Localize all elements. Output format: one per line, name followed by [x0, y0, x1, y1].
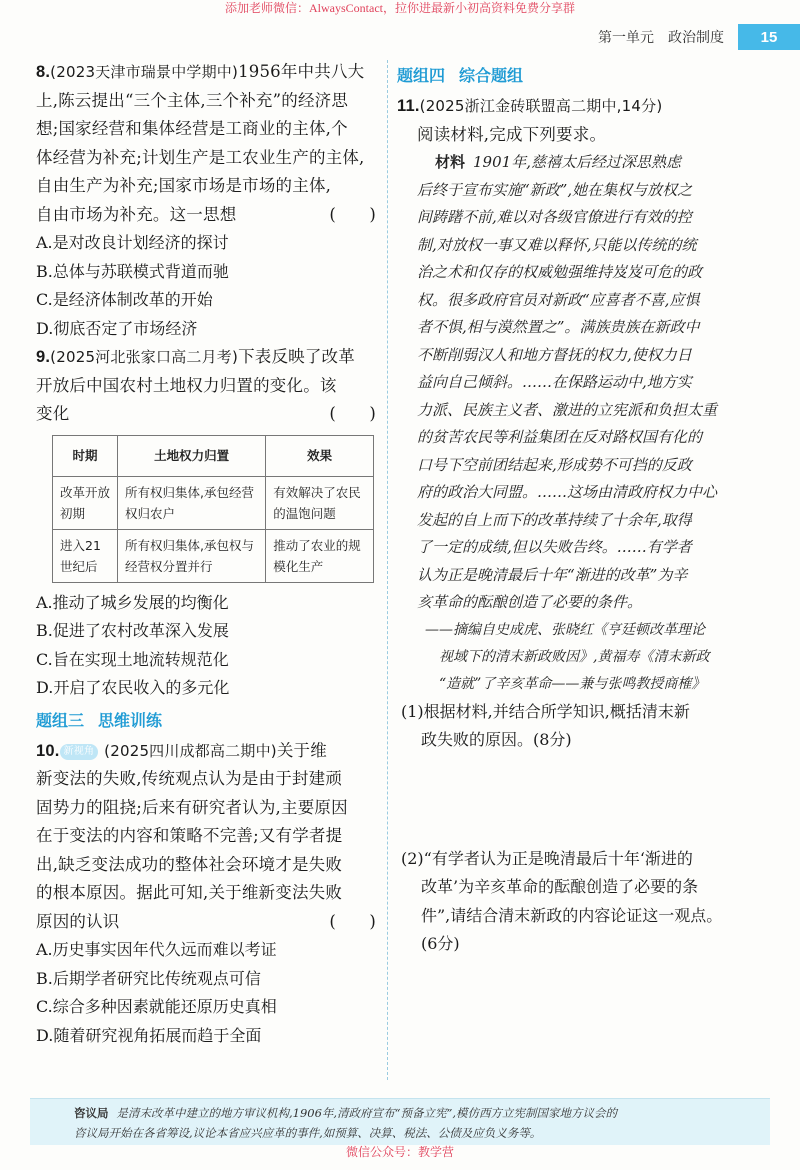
- q8-source: (2023天津市瑞景中学期中): [50, 63, 239, 81]
- question-11: [397, 92, 767, 959]
- watermark-bottom: 微信公众号：教学营: [345, 1145, 454, 1159]
- q8-stem: [36, 58, 382, 229]
- q8-line: 上,陈云提出“三个主体,三个补充”的经济思: [36, 90, 349, 110]
- page-number: 15: [738, 24, 800, 50]
- q11-intro: 阅读材料,完成下列要求。: [417, 124, 607, 144]
- footnote-line: 是清末改革中建立的地方审议机构,1906年,清政府宣布“预备立宪”,模仿西方立宪制国家地方议会的: [116, 1106, 617, 1120]
- part2-line: (2)“有学者认为正是晚清最后十年‘渐进的: [401, 848, 693, 868]
- material-line: 了一定的成绩,但以失败告终。……有学者: [417, 538, 692, 556]
- table-cell: 所有权归集体,承包权与经营权分置并行: [118, 529, 266, 582]
- option-c[interactable]: C.综合多种因素就能还原历史真相: [36, 997, 277, 1016]
- group-name: 思维训练: [98, 710, 163, 730]
- material-line: 不断削弱汉人和地方督抚的权力,使权力日: [417, 345, 692, 364]
- answer-blank[interactable]: ( ): [329, 204, 376, 224]
- material-label: 材料: [435, 153, 466, 171]
- citation-line: ——摘编自史成虎、张晓红《亨廷顿改革理论: [425, 621, 705, 638]
- left-column: [36, 58, 382, 1050]
- citation-line: “造就”了辛亥革命——兼与张鸣教授商榷》: [439, 675, 706, 692]
- q11-material: [397, 149, 767, 617]
- option-b[interactable]: B.促进了农村改革深入发展: [36, 621, 229, 640]
- q9-number: 9.: [36, 348, 51, 366]
- column-divider: [387, 60, 388, 1080]
- material-line: 权。很多政府官员对新政“应喜者不喜,应惧: [417, 290, 700, 309]
- q11-source: (2025浙江金砖联盟高二期中,14分): [419, 97, 663, 115]
- q8-number: 8.: [36, 63, 51, 81]
- table-cell: 所有权归集体,承包经营权归农户: [118, 476, 266, 529]
- q8-line: 体经营为补充;计划生产是工农业生产的主体,: [36, 147, 365, 167]
- group-label: 题组三: [36, 710, 85, 730]
- q10-line: 的根本原因。据此可知,关于维新变法失败: [36, 883, 343, 902]
- option-d[interactable]: D.彻底否定了市场经济: [36, 318, 198, 338]
- table-header: 时期: [53, 435, 118, 476]
- group-name: 综合题组: [459, 66, 524, 85]
- page-header: [598, 24, 800, 50]
- question-9: [36, 343, 382, 703]
- table-row: [53, 476, 374, 529]
- new-perspective-badge: 新视角: [60, 744, 99, 760]
- part1-line: 政失败的原因。(8分): [421, 730, 572, 749]
- q10-number: 10.: [36, 741, 60, 760]
- q8-line: 1956年中共八大: [238, 62, 365, 81]
- material-line: 间踌躇不前,难以对各级官僚进行有效的控: [417, 208, 692, 226]
- q11-part-2: [397, 845, 767, 959]
- table-row: [53, 529, 374, 582]
- option-a[interactable]: A.历史事实因年代久远而难以考证: [36, 940, 277, 959]
- table-header: 效果: [266, 435, 374, 476]
- material-line: 1901年,慈禧太后经过深思熟虑: [473, 153, 681, 171]
- table-cell: 推动了农业的规模化生产: [266, 529, 374, 582]
- option-c[interactable]: C.旨在实现土地流转规范化: [36, 649, 229, 669]
- option-c[interactable]: C.是经济体制改革的开始: [36, 290, 213, 309]
- group-3-title: [36, 707, 382, 735]
- option-b[interactable]: B.总体与苏联模式背道而驰: [36, 261, 229, 281]
- q11-stem: [397, 92, 767, 149]
- material-line: 认为正是晚清最后十年“渐进的改革”为辛: [417, 565, 688, 584]
- q9-line: 变化: [36, 404, 70, 423]
- q8-line: 自由市场为补充。这一思想: [36, 204, 237, 224]
- question-8: [36, 58, 382, 343]
- q10-line: 固势力的阻挠;后来有研究者认为,主要原因: [36, 797, 348, 817]
- material-line: 府的政治大同盟。……这场由清政府权力中心: [417, 483, 718, 501]
- answer-blank[interactable]: ( ): [329, 404, 376, 423]
- right-column: [397, 58, 767, 959]
- q9-line: 下表反映了改革: [238, 347, 355, 366]
- table-cell: 进入21世纪后: [53, 529, 118, 582]
- q8-line: 想;国家经营和集体经营是工商业的主体,个: [36, 119, 348, 138]
- part1-line: (1)根据材料,并结合所学知识,概括清末新: [401, 701, 690, 721]
- part2-line: 件”,请结合清末新政的内容论证这一观点。: [421, 905, 723, 925]
- option-a[interactable]: A.是对改良计划经济的探讨: [36, 233, 229, 252]
- q8-line: 自由生产为补充;国家市场是市场的主体,: [36, 176, 332, 195]
- q9-line: 开放后中国农村土地权力归置的变化。该: [36, 375, 337, 395]
- question-10: [36, 737, 382, 1051]
- q10-line: 关于维: [276, 740, 327, 760]
- option-a[interactable]: A.推动了城乡发展的均衡化: [36, 592, 229, 612]
- table-cell: 改革开放初期: [53, 476, 118, 529]
- q10-line: 在于变法的内容和策略不完善;又有学者提: [36, 826, 343, 845]
- table-header: 土地权力归置: [118, 435, 266, 476]
- material-line: 亥革命的酝酿创造了必要的条件。: [417, 593, 643, 611]
- answer-blank[interactable]: ( ): [329, 911, 376, 931]
- material-line: 者不惧,相与漠然置之”。满族贵族在新政中: [417, 318, 700, 336]
- answer-space-1[interactable]: [397, 755, 767, 845]
- q10-stem: [36, 737, 382, 937]
- option-d[interactable]: D.随着研究视角拓展而趋于全面: [36, 1025, 262, 1045]
- q11-number: 11.: [397, 97, 420, 115]
- citation-line: 视域下的清末新政败因》,黄福寿《清末新政: [439, 648, 710, 665]
- footnote-term: 咨议局: [74, 1106, 109, 1120]
- part2-line: 改革’为辛亥革命的酝酿创造了必要的条: [421, 877, 699, 896]
- material-citation: [397, 617, 767, 698]
- material-line: 益向自己倾斜。……在保路运动中,地方实: [417, 373, 692, 391]
- part2-line: (6分): [421, 934, 460, 953]
- option-d[interactable]: D.开启了农民收入的多元化: [36, 678, 230, 697]
- material-line: 制,对放权一事又难以释怀,只能以传统的统: [417, 235, 697, 254]
- q10-line: 新变法的失败,传统观点认为是由于封建顽: [36, 769, 343, 788]
- footnote-line: 咨议局开始在各省筹设,议论本省应兴应革的事件,如预算、决算、税法、公债及应负义务等。: [74, 1126, 542, 1140]
- table-cell: 有效解决了农民的温饱问题: [266, 476, 374, 529]
- land-rights-table: [52, 435, 374, 583]
- watermark-top: 添加老师微信：AlwaysContact，拉你进最新小初高资料免费分享群: [225, 1, 575, 15]
- material-line: 力派、民族主义者、激进的立宪派和负担太重: [417, 400, 718, 419]
- group-4-title: [397, 62, 767, 90]
- group-label: 题组四: [397, 66, 446, 85]
- q9-source: (2025河北张家口高二月考): [50, 348, 239, 366]
- q9-stem: [36, 343, 382, 429]
- footnote-box: [30, 1098, 770, 1145]
- q10-line: 原因的认识: [36, 911, 120, 931]
- q11-part-1: [397, 698, 767, 755]
- material-line: 治之术和仅存的权威勉强维持岌岌可危的政: [417, 263, 703, 281]
- material-line: 口号下空前团结起来,形成势不可挡的反政: [417, 455, 692, 474]
- q10-line: 出,缺乏变法成功的整体社会环境才是失败: [36, 854, 343, 874]
- unit-title: 第一单元 政治制度: [598, 29, 724, 45]
- q10-source: (2025四川成都高二期中): [104, 741, 277, 760]
- footnote-text: [30, 1099, 770, 1143]
- material-line: 发起的自上而下的改革持续了十余年,取得: [417, 510, 692, 529]
- table-header-row: [53, 435, 374, 476]
- option-b[interactable]: B.后期学者研究比传统观点可信: [36, 968, 261, 988]
- material-line: 的贫苦农民等利益集团在反对路权国有化的: [417, 428, 703, 446]
- material-line: 后终于宣布实施“新政”,她在集权与放权之: [417, 180, 693, 199]
